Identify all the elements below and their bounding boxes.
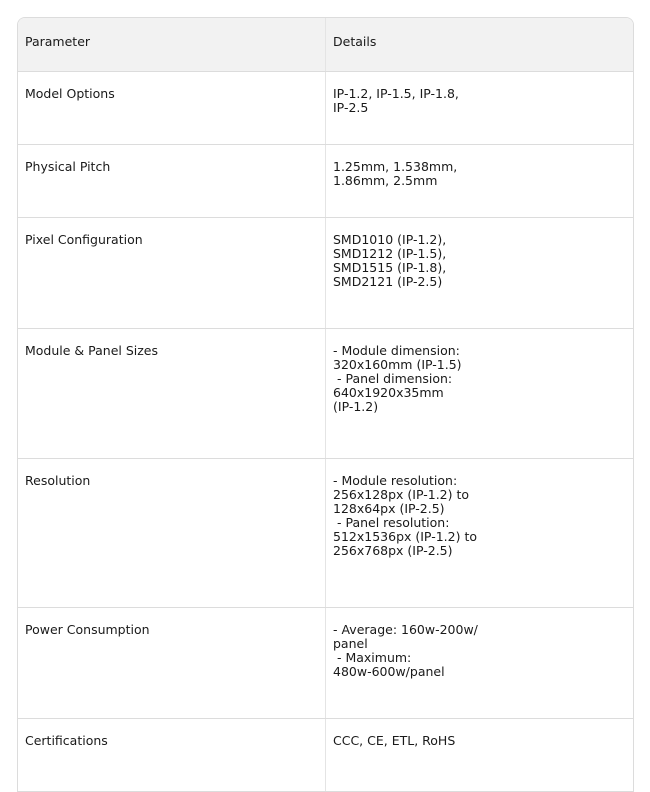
- parameter-cell: Model Options: [18, 72, 326, 144]
- details-cell: IP-1.2, IP-1.5, IP-1.8, IP-2.5: [333, 86, 459, 115]
- parameter-cell: Resolution: [18, 459, 326, 607]
- table-row: [18, 145, 633, 218]
- details-cell: - Module resolution: 256x128px (IP-1.2) to 128x64px (IP-2.5) - Panel resolution: 512x1536px (IP-1.2) to 256x768px (IP-2.5): [333, 473, 477, 558]
- details-cell: - Average: 160w-200w/ panel - Maximum: 480w-600w/panel: [333, 622, 478, 679]
- table-row: [18, 719, 633, 792]
- table-header: [18, 18, 633, 72]
- table-row: [18, 218, 633, 329]
- details-cell: - Module dimension: 320x160mm (IP-1.5) - Panel dimension: 640x1920x35mm (IP-1.2): [333, 343, 462, 414]
- parameter-cell: Module & Panel Sizes: [18, 329, 326, 458]
- table-row: [18, 72, 633, 145]
- details-cell: SMD1010 (IP-1.2), SMD1212 (IP-1.5), SMD1515 (IP-1.8), SMD2121 (IP-2.5): [333, 232, 447, 289]
- table-row: [18, 459, 633, 608]
- header-parameter: Parameter: [18, 18, 326, 71]
- table-row: [18, 608, 633, 719]
- spec-table: [17, 17, 634, 792]
- parameter-cell: Certifications: [18, 719, 326, 791]
- details-cell: 1.25mm, 1.538mm, 1.86mm, 2.5mm: [333, 159, 458, 188]
- table-row: [18, 329, 633, 459]
- parameter-cell: Physical Pitch: [18, 145, 326, 217]
- parameter-cell: Power Consumption: [18, 608, 326, 718]
- parameter-cell: Pixel Configuration: [18, 218, 326, 328]
- header-details: Details: [333, 34, 377, 49]
- details-cell: CCC, CE, ETL, RoHS: [333, 733, 456, 748]
